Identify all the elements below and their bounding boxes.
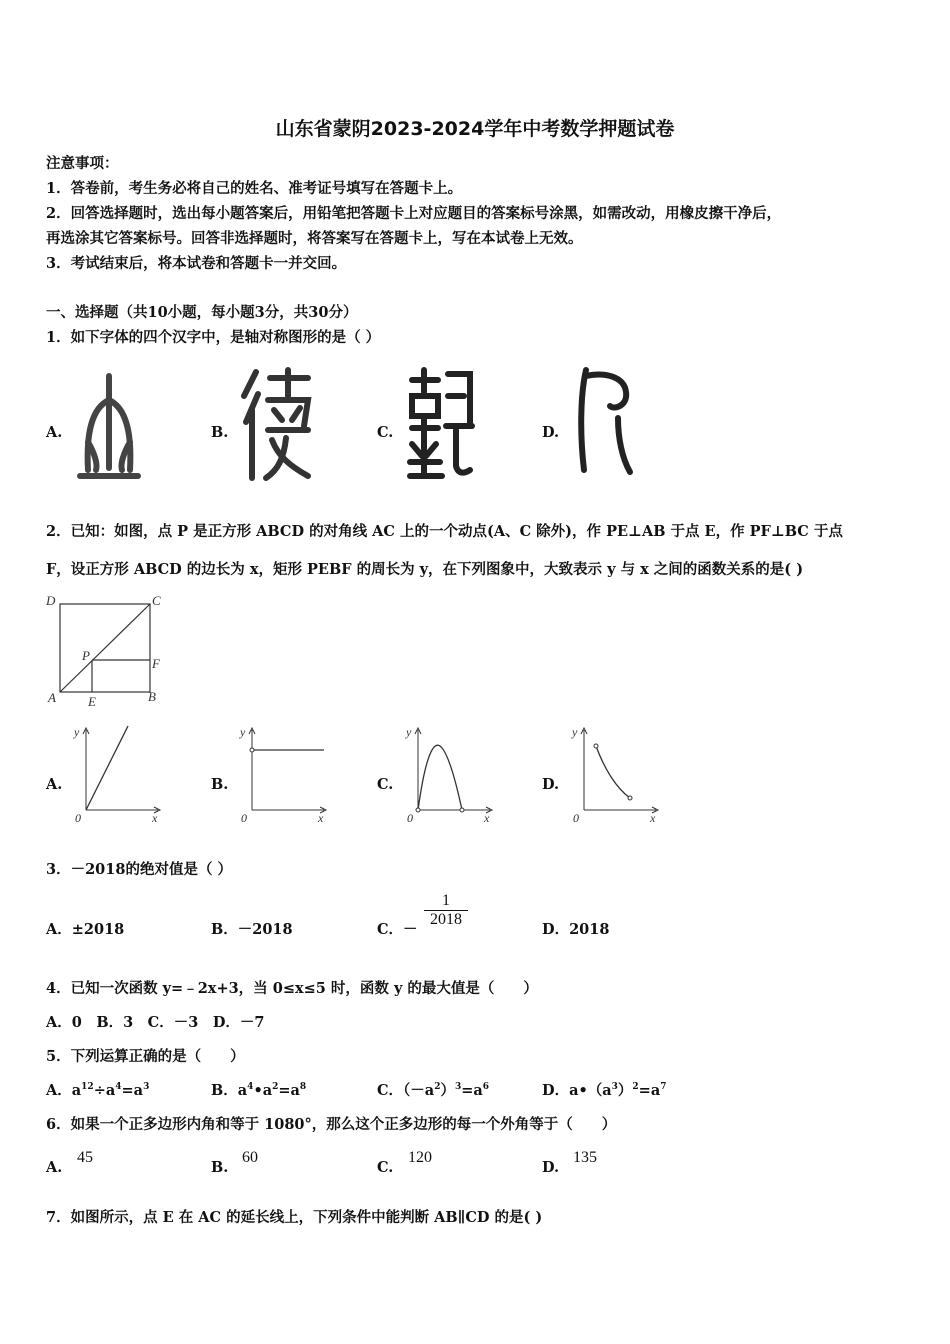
q6-option-a-value: 45 — [77, 1149, 93, 1166]
q1-glyph-c — [404, 366, 476, 482]
q2-line-2: F，设正方形 ABCD 的边长为 x，矩形 PEBF 的周长为 y，在下列图象中，大致表示 y 与 x 之间的函数关系的是( ) — [46, 561, 804, 578]
svg-text:y: y — [240, 725, 246, 739]
q6-option-c-label: C. — [377, 1159, 394, 1176]
q1-stem: 1．如下字体的四个汉字中，是轴对称图形的是（ ） — [46, 329, 381, 346]
q4-options: A．0 B．3 C．－3 D．－7 — [46, 1014, 265, 1031]
q2-option-d-label: D. — [542, 776, 560, 793]
q5-option-a: A．$a^{12}\div a^4=a^3$ — [46, 1082, 150, 1099]
q6-option-c-value: 120 — [408, 1149, 432, 1166]
q6-option-d-label: D. — [542, 1159, 560, 1176]
q2-square-figure — [40, 590, 170, 712]
q1-option-b-label: B. — [211, 424, 229, 441]
q2-option-a-label: A. — [46, 776, 63, 793]
fraction-denominator: 2018 — [424, 910, 468, 929]
q2-line-1: 2．已知：如图，点 P 是正方形 ABCD 的对角线 AC 上的一个动点(A、C 除外)，作 PE⊥AB 于点 E，作 PF⊥BC 于点 — [46, 523, 843, 540]
svg-text:x: x — [650, 811, 656, 825]
note-1: 1．答卷前，考生务必将自己的姓名、准考证号填写在答题卡上。 — [46, 180, 463, 197]
svg-text:x: x — [484, 811, 490, 825]
q3-option-c-prefix: C．－ — [377, 921, 418, 938]
svg-text:0: 0 — [573, 811, 579, 825]
point-p-label: P — [82, 648, 90, 663]
svg-text:0: 0 — [75, 811, 81, 825]
note-3: 3．考试结束后，将本试卷和答题卡一并交回。 — [46, 255, 347, 272]
svg-text:y: y — [74, 725, 80, 739]
q1-option-c-label: C. — [377, 424, 394, 441]
q6-option-b-label: B. — [211, 1159, 229, 1176]
q5-option-d: D．$a•(a^3)^2=a^7$ — [542, 1082, 667, 1099]
q1-glyph-b — [238, 366, 314, 484]
point-f-label: F — [152, 656, 160, 671]
q3-option-b: B．－2018 — [211, 921, 293, 938]
q1-glyph-a — [74, 372, 144, 484]
point-c-label: C — [152, 593, 161, 608]
q1-option-d-label: D. — [542, 424, 560, 441]
svg-text:y: y — [406, 725, 412, 739]
point-d-label: D — [46, 593, 56, 608]
q2-option-b-label: B. — [211, 776, 229, 793]
fraction-numerator: 1 — [442, 892, 450, 909]
q4-stem: 4．已知一次函数 y=﹣2x+3，当 0≤x≤5 时，函数 y 的最大值是（ ） — [46, 980, 538, 997]
q6-option-a-label: A. — [46, 1159, 63, 1176]
q2-option-c-label: C. — [377, 776, 394, 793]
q1-option-a-label: A. — [46, 424, 63, 441]
q2-graph-b — [238, 722, 330, 826]
point-e-label: E — [88, 694, 96, 709]
svg-text:x: x — [318, 811, 324, 825]
q5-stem: 5．下列运算正确的是（ ） — [46, 1048, 245, 1065]
note-2b: 再选涂其它答案标号。回答非选择题时，将答案写在答题卡上，写在本试卷上无效。 — [46, 230, 583, 247]
q2-graph-d — [570, 722, 662, 826]
q6-option-d-value: 135 — [573, 1149, 597, 1166]
q5-option-b: B．$a^4•a^2=a^8$ — [211, 1082, 307, 1099]
q6-stem: 6．如果一个正多边形内角和等于 1080°，那么这个正多边形的每一个外角等于（ ） — [46, 1116, 617, 1133]
svg-text:y: y — [572, 725, 578, 739]
q3-option-a: A．±2018 — [46, 921, 125, 938]
svg-text:x: x — [152, 811, 158, 825]
page-title: 山东省蒙阴2023-2024学年中考数学押题试卷 — [275, 118, 675, 140]
svg-text:0: 0 — [241, 811, 247, 825]
point-b-label: B — [148, 689, 156, 704]
q2-graph-c — [404, 722, 496, 826]
notes-heading: 注意事项： — [46, 155, 119, 172]
q7-stem: 7．如图所示，点 E 在 AC 的延长线上，下列条件中能判断 AB∥CD 的是( ) — [46, 1209, 543, 1226]
section-heading: 一、选择题（共10小题，每小题3分，共30分） — [46, 304, 358, 321]
svg-text:0: 0 — [407, 811, 413, 825]
q6-option-b-value: 60 — [242, 1149, 258, 1166]
note-2a: 2．回答选择题时，选出每小题答案后，用铅笔把答题卡上对应题目的答案标号涂黑，如需改动，用橡皮擦干净后， — [46, 205, 782, 222]
q3-stem: 3．－2018的绝对值是（ ） — [46, 861, 232, 878]
point-a-label: A — [48, 690, 56, 705]
q3-option-d: D．2018 — [542, 921, 610, 938]
q5-option-c: C．$(-a^2)^3=a^6$ — [377, 1082, 490, 1099]
q3-option-c-fraction — [424, 892, 468, 929]
q1-glyph-d — [574, 366, 636, 478]
q2-graph-a — [72, 722, 164, 826]
